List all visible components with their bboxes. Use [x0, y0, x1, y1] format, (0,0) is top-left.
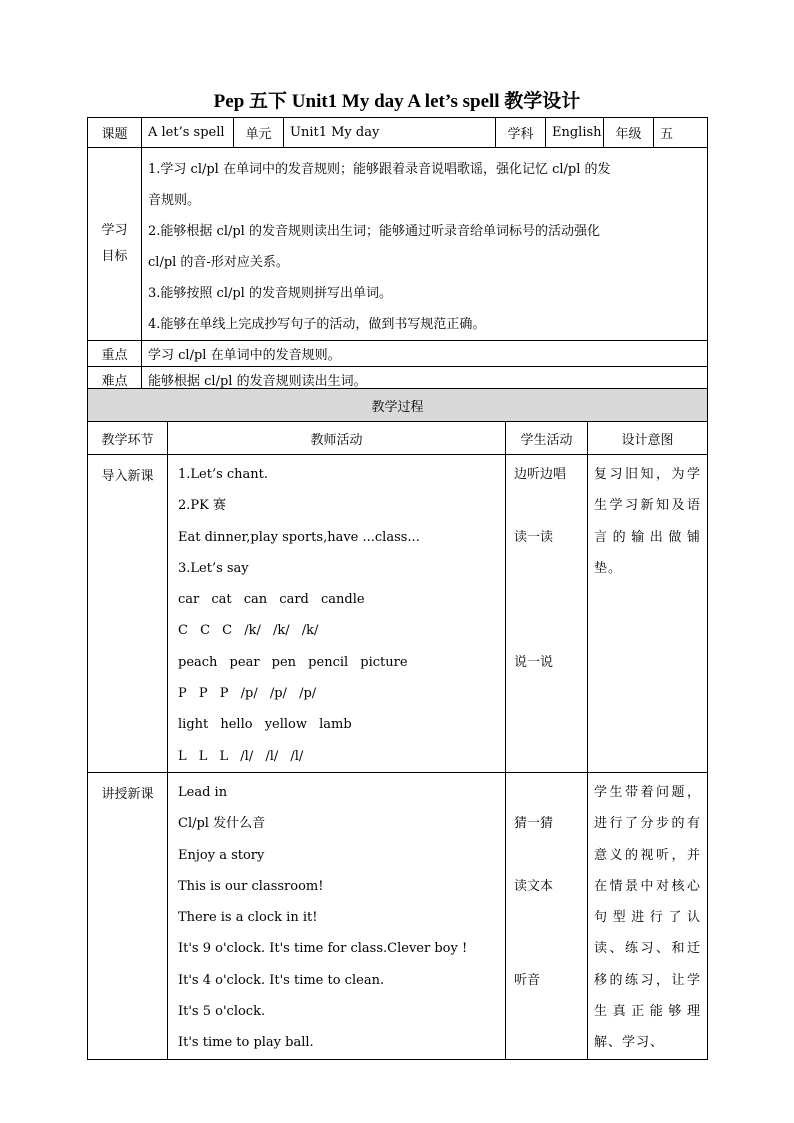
teacher-line: 1.Let’s chant.: [178, 467, 269, 482]
teacher-line: P P P /p/ /p/ /p/: [178, 686, 317, 702]
subject-label: 学科: [496, 118, 546, 148]
teacher-activity: [168, 455, 506, 773]
teacher-line: peach pear pen pencil picture: [178, 654, 408, 670]
student-line: 边听边唱: [514, 467, 567, 482]
goal-line: 1.学习 cl/pl 在单词中的发音规则；能够跟着录音说唱歌谣，强化记忆 cl/pl 的发: [148, 162, 611, 177]
student-line: [514, 709, 581, 740]
process-band: 教学过程: [88, 389, 708, 422]
goal-line: cl/pl 的音-形对应关系。: [148, 255, 289, 270]
student-activity: [506, 455, 588, 773]
teacher-line: It's 9 o'clock. It's time for class.Clever boy !: [178, 941, 468, 957]
teacher-activity: [168, 772, 506, 1059]
teacher-line: It's 4 o'clock. It's time to clean.: [178, 972, 385, 988]
student-line: 读一读: [514, 529, 554, 545]
student-line: [514, 584, 581, 615]
student-line: [514, 678, 581, 709]
student-line: [514, 615, 581, 646]
student-activity: [506, 772, 588, 1059]
page-title: Pep 五下 Unit1 My day A let’s spell 教学设计: [213, 91, 581, 112]
teacher-line: L L L /l/ /l/ /l/: [178, 748, 304, 764]
teacher-line: This is our classroom!: [178, 878, 324, 894]
teacher-line: There is a clock in it!: [178, 910, 318, 926]
student-line: [514, 1027, 581, 1058]
course-info-table: [87, 117, 708, 393]
goal-line: 3.能够按照 cl/pl 的发音规则拼写出单词。: [148, 286, 392, 301]
student-line: [514, 840, 581, 871]
header-student: 学生活动: [506, 422, 588, 455]
course-value: A let’s spell: [142, 118, 234, 148]
student-line: 猜一猜: [514, 816, 554, 832]
teaching-process-table: [87, 388, 708, 1060]
difficulty-label: 难点: [88, 367, 142, 393]
student-line: [514, 553, 581, 584]
student-line: 说一说: [514, 654, 554, 670]
teacher-line: Enjoy a story: [178, 847, 265, 863]
teacher-line: It's 5 o'clock.: [178, 1004, 266, 1020]
design-intent: 学生带着问题，进行了分步的有意义的视听，并在情景中对核心句型进行了认读、练习、和迁移的练习，让学生真正能够理解、学习、: [588, 772, 708, 1059]
key-point-value: 学习 cl/pl 在单词中的发音规则。: [142, 341, 708, 367]
design-intent: 复习旧知，为学生学习新知及语言的输出做铺垫。: [588, 455, 708, 773]
teacher-line: C C C /k/ /k/ /k/: [178, 623, 319, 639]
teacher-line: It's time to play ball.: [178, 1035, 314, 1051]
key-point-label: 重点: [88, 341, 142, 367]
goal-line: 2.能够根据 cl/pl 的发音规则读出生词；能够通过听录音给单词标号的活动强化: [148, 224, 600, 239]
subject-value: English: [546, 118, 604, 148]
goals-label-line2: 目标: [101, 249, 128, 264]
grade-label: 年级: [604, 118, 654, 148]
goal-line: 4.能够在单线上完成抄写句子的活动，做到书写规范正确。: [148, 317, 486, 332]
student-line: [514, 490, 581, 521]
student-line: 听音: [514, 972, 541, 988]
teacher-line: car cat can card candle: [178, 592, 365, 608]
header-stage: 教学环节: [88, 422, 168, 455]
difficulty-value: 能够根据 cl/pl 的发音规则读出生词。: [142, 367, 708, 393]
goals-label-line1: 学习: [101, 223, 128, 238]
unit-value: Unit1 My day: [284, 118, 496, 148]
goals-label: [88, 148, 142, 341]
teacher-line: 2.PK 赛: [178, 498, 226, 514]
student-line: 读文本: [514, 878, 554, 894]
teacher-line: Cl/pl 发什么音: [178, 816, 266, 832]
unit-label: 单元: [234, 118, 284, 148]
student-line: [514, 996, 581, 1027]
teacher-line: light hello yellow lamb: [178, 717, 352, 733]
teacher-line: Eat dinner,play sports,have ...class...: [178, 529, 420, 545]
teacher-line: Lead in: [178, 784, 228, 800]
section-name: 讲授新课: [88, 772, 168, 1059]
grade-value: 五: [654, 118, 708, 148]
student-line: [514, 933, 581, 964]
teacher-line: 3.Let’s say: [178, 560, 249, 576]
header-teacher: 教师活动: [168, 422, 506, 455]
course-label: 课题: [88, 118, 142, 148]
student-line: [514, 741, 581, 772]
header-intent: 设计意图: [588, 422, 708, 455]
section-name: 导入新课: [88, 455, 168, 773]
student-line: [514, 777, 581, 808]
student-line: [514, 902, 581, 933]
goal-line: 音规则。: [148, 193, 201, 208]
goals-content: [142, 148, 708, 341]
